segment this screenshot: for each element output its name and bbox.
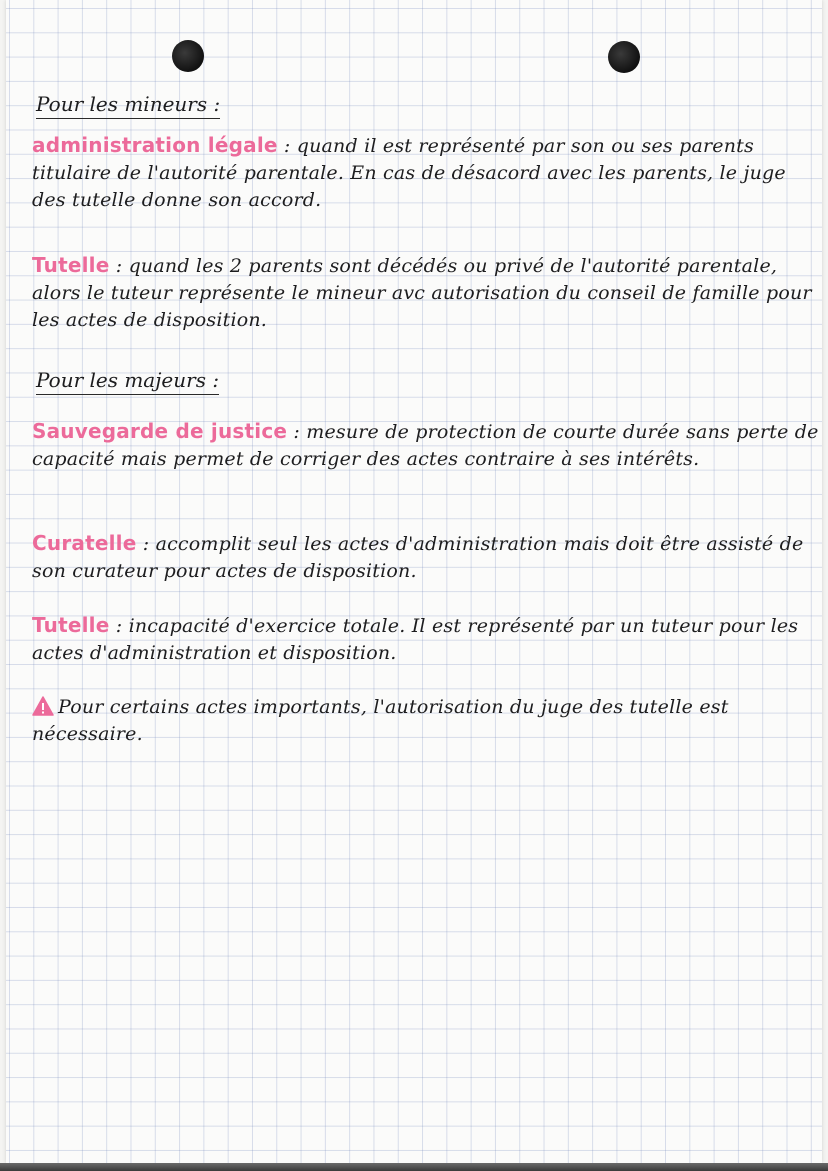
paragraph-minor-guardianship [32, 252, 822, 334]
heading-adults: Pour les majeurs : [36, 368, 219, 395]
term-legal-administration: administration légale [32, 133, 278, 157]
term-adult-guardianship: Tutelle [32, 613, 110, 637]
binder-hole-left [172, 40, 204, 72]
term-minor-guardianship: Tutelle [32, 253, 110, 277]
warning-icon [32, 696, 54, 716]
definition-minor-guardianship: : quand les 2 parents sont décédés ou privé de l'autorité parentale, alors le tuteur représente le mineur avc autorisation du conseil de famille pour les actes de disposition. [32, 255, 812, 331]
definition-adult-guardianship: : incapacité d'exercice totale. Il est représenté par un tuteur pour les actes d'administration et disposition. [32, 615, 799, 664]
binder-hole-right [608, 41, 640, 73]
paragraph-legal-administration [32, 132, 822, 214]
definition-legal-administration: : quand il est représenté par son ou ses parents titulaire de l'autorité parentale. En cas de désacord avec les parents, le juge des tutelle donne son accord. [32, 135, 786, 211]
paragraph-warning [32, 694, 822, 748]
definition-safeguard: : mesure de protection de courte durée sans perte de capacité mais permet de corriger des actes contraire à ses intérêts. [32, 421, 819, 470]
definition-curatorship: : accomplit seul les actes d'administration mais doit être assisté de son curateur pour actes de disposition. [32, 533, 804, 582]
paragraph-curatorship [32, 530, 822, 585]
paragraph-safeguard [32, 418, 822, 473]
warning-text: Pour certains actes importants, l'autorisation du juge des tutelle est nécessaire. [32, 696, 729, 745]
grid-paper-sheet [6, 0, 822, 1163]
heading-minors: Pour les mineurs : [36, 92, 220, 119]
term-curatorship: Curatelle [32, 531, 137, 555]
page-bottom-edge [0, 1163, 828, 1171]
paragraph-adult-guardianship [32, 612, 822, 667]
term-safeguard: Sauvegarde de justice [32, 419, 288, 443]
